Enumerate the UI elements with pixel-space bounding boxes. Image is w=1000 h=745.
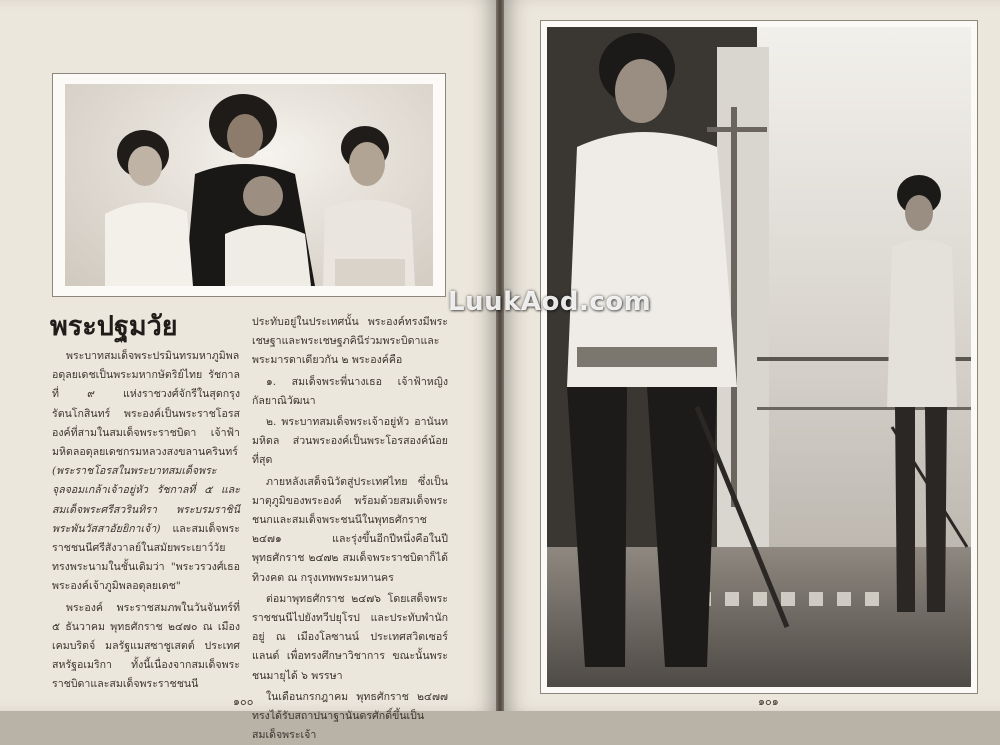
paragraph: ในเดือนกรกฎาคม พุทธศักราช ๒๔๗๗ ทรงได้รับสถาปนาฐานันดรศักดิ์ขึ้นเป็น สมเด็จพระเจ้า <box>252 690 448 742</box>
paragraph: ภายหลังเสด็จนิวัตสู่ประเทศไทย ซึ่งเป็นมาตุภูมิของพระองค์ พร้อมด้วยสมเด็จพระชนกและสมเด็จพระชนนีในพุทธศักราช ๒๔๗๑ และรุ่งขึ้นอีกปีหนึ่งคือในปีพุทธศักราช ๒๔๗๒ สมเด็จพระราชบิดาก็ได้ทิวงคต ณ กรุงเทพพระมหานคร <box>252 475 448 584</box>
paragraph-text-italic: (พระราชโอรสในพระบาทสมเด็จพระจุลจอมเกล้าเจ้าอยู่หัว รัชกาลที่ ๕ และสมเด็จพระศรีสวรินทิรา พระบรมราชินี พระพันวัสสาอัยยิกาเจ้า) <box>52 465 240 535</box>
page-number-left: ๑๐๐ <box>233 695 254 708</box>
paragraph: ประทับอยู่ในประเทศนั้น พระองค์ทรงมีพระเชษฐาและพระเชษฐภคินีร่วมพระบิดาและพระมารดาเดียวกัน ๒ พระองค์คือ <box>252 316 448 367</box>
family-photo-illustration <box>65 84 433 286</box>
portrait-photo-illustration <box>547 27 971 687</box>
paragraph: พระองค์ พระราชสมภพในวันจันทร์ที่ ๕ ธันวาคม พุทธศักราช ๒๔๗๐ ณ เมืองเคมบริดจ์ มลรัฐแมสซาชูเสตต์ ประเทศสหรัฐอเมริกา ทั้งนี้เนื่องจากสมเด็จพระราชบิดาและสมเด็จพระราชชนนี <box>52 601 240 691</box>
section-heading: พระปฐมวัย <box>50 311 178 342</box>
family-photo <box>52 73 446 297</box>
paragraph <box>52 347 240 597</box>
paragraph-text: พระบาทสมเด็จพระปรมินทรมหาภูมิพล อดุลยเดชเป็นพระมหากษัตริย์ไทย รัชกาลที่ ๙ แห่งราชวงศ์จักรีในสุดกรุงรัตนโกสินทร์ พระองค์เป็นพระราชโอรสองค์ที่สามในสมเด็จพระราชบิดา เจ้าฟ้ามหิดลอดุลยเดชกรมหลวงสงขลานครินทร์ <box>52 350 240 459</box>
portrait-photo <box>540 20 978 694</box>
list-item: ๒. พระบาทสมเด็จพระเจ้าอยู่หัว อานันทมหิดล ส่วนพระองค์เป็นพระโอรสองค์น้อยที่สุด <box>252 416 448 467</box>
site-watermark: LuukAod.com <box>448 287 652 317</box>
paragraph-text: และสมเด็จพระราชชนนีศรีสังวาลย์ในสมัยพระเยาว์วัย ทรงพระนามในชั้นเดิมว่า "พระวรวงศ์เธอ พระองค์เจ้าภูมิพลอดุลยเดช" <box>52 522 240 593</box>
text-column-1 <box>52 347 240 695</box>
paragraph: ต่อมาพุทธศักราช ๒๔๗๖ โดยเสด็จพระราชชนนีไปยังทวีปยุโรป และประทับพำนักอยู่ ณ เมืองโลซานน์ ประเทศสวิตเซอร์แลนด์ เพื่อทรงศึกษาวิชาการ ขณะนั้นพระชนมายุได้ ๖ พรรษา <box>252 592 448 682</box>
text-column-2 <box>252 313 448 745</box>
list-item: ๑. สมเด็จพระพี่นางเธอ เจ้าฟ้าหญิงกัลยาณิวัฒนา <box>252 375 448 407</box>
page-number-right: ๑๐๑ <box>758 695 779 708</box>
book-gutter <box>496 0 504 711</box>
